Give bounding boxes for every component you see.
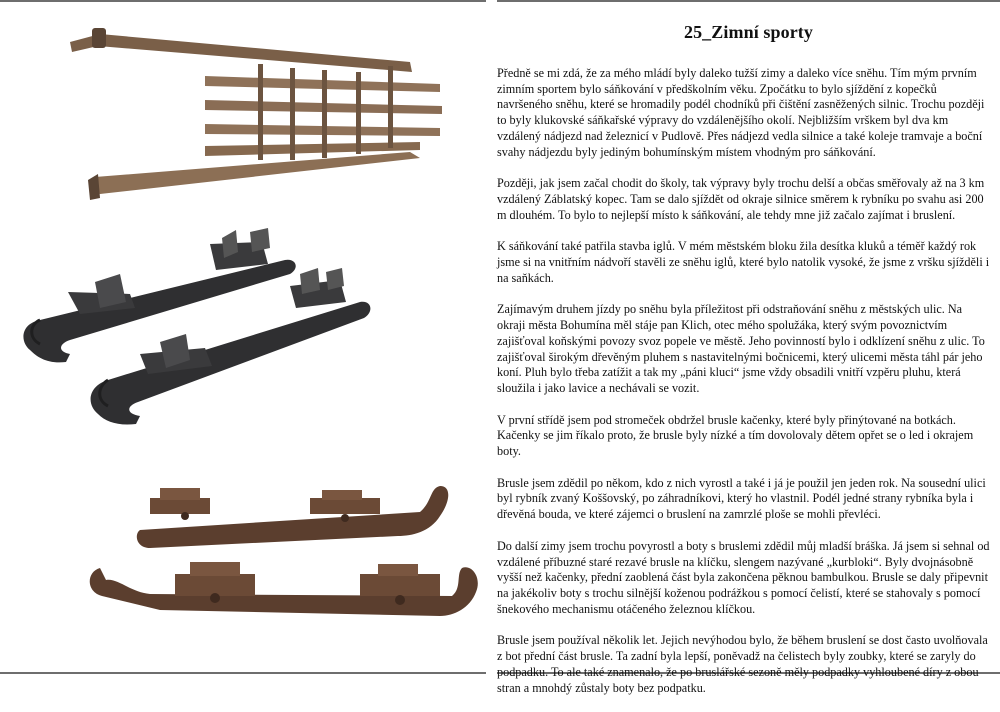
paragraph-6: Brusle jsem zdědil po někom, kdo z nich vyrostl a také i já je použil jen jeden rok. Na sousední ulici byl rybník zvaný Koššovský, po záhradníkovi, který ho vlastnil. Podél jedné strany rybníka byla i dřevěná bouda, ve které zájemci o bruslení na zamrzlé ploše se mohli převléci. xyxy=(497,475,986,522)
sled-icon xyxy=(70,28,442,200)
article-body xyxy=(497,66,993,712)
duck-skates-icon xyxy=(23,228,370,425)
bottom-rule-left xyxy=(0,672,486,674)
paragraph-4: Zajímavým druhem jízdy po sněhu byla příležitost při odstraňování sněhu z městských ulic. Na okraji města Bohumína měl stáje pan Klich, otec mého spolužáka, který svým povoznictvím zajišťoval koňskými povozy svoz popele ve městě. Jeho povinností bylo i odklízení sněhu z ulic. To zajišťoval širokým dřevěným pluhem s nastavitelnými bočnicemi, který ulicemi města táhl pár jeho koní. Pluh bylo třeba zatížit a tak my „páni kluci“ jsme vždy obsadili vnitří vzpěru pluhu, která sloužila i jako lavice a nechávali se vozit. xyxy=(497,302,985,395)
illustration-column xyxy=(0,2,487,672)
text-column xyxy=(497,2,1000,695)
paragraph-2: Později, jak jsem začal chodit do školy, tak výpravy byly trochu delší a občas směřovaly až na 3 km vzdálený Záblatský kopec. Tam se dalo sjíždět od okraje silnice směrem k rybníku po svahu asi 200 m dlouhém. To bylo to nejlepší místo k sáňkování, ale tehdy mne již začalo zajímat i bruslení. xyxy=(497,176,985,222)
paragraph-1: Předně se mi zdá, že za mého mládí byly daleko tužší zimy a daleko více sněhu. Tím mým prvním zimním sportem bylo sáňkování v předškolním věku. Zpočátku to bylo sjíždění z kopečků navršeného sněhu, které se hromadily podél chodníků při čištění zasněžených silnic. Trochu později to byly klukovské sáňkařské výpravy do vzdálenějšího okolí. Nejbližším vrškem byl dva km vzdálený nádjezd nad železnicí v Pudlově. Přes nádjezd vedla silnice a také koleje tramvaje a boční svahy nádjezdu byly jediným bohumínským místem vhodným pro sáňkování. xyxy=(497,66,985,159)
paragraph-5: V první střídě jsem pod stromeček obdržel brusle kačenky, které byly přinýtované na botkách. Kačenky se jim říkalo proto, že brusle byly nízké a tím dovolovaly dětem opřet se o led i okrajem boty. xyxy=(497,412,974,459)
paragraph-8: Brusle jsem používal několik let. Jejich nevýhodou bylo, že během bruslení se dost často uvolňovala z bot přední část brusle. Ta zadní byla lepší, poněvadž na čelistech byly zoubky, které se zaryly do podpadku. To ale také znamenalo, že po bruslářské sezoně měly podpadky vyhloubené díry z obou stran a mnohdý zůstaly boty bez podpatku. xyxy=(497,633,988,695)
kurbloki-skates-icon xyxy=(90,486,478,616)
page-title: 25_Zimní sporty xyxy=(683,22,813,42)
paragraph-7: Do další zimy jsem trochu povyrostl a boty s bruslemi zdědil můj mladší bráška. Já jsem si sehnal od vzdálené příbuzné staré rezavé brusle na klíčku, slengem nazývané „kurbloki“. Byly dvojnásobně vyšší než kačenky, přední zaoblená část byla zakončena pěknou bambulkou. Brusle se daly připevnit na jakékoliv boty s trochu silnější koženou podrážkou s pomocí čelistí, které se stahovaly s pomocí šnekového mechanismu otáčeného železnou klíčkou. xyxy=(497,538,990,616)
paragraph-3: K sáňkování také patřila stavba iglů. V mém městském bloku žila desítka kluků a téměř každý rok jsme si na vnitřním nádvoří stavěli ze sněhu iglů, které bylo natolik vysoké, že jsme z vršku sjížděli i na saňkách. xyxy=(497,239,990,285)
